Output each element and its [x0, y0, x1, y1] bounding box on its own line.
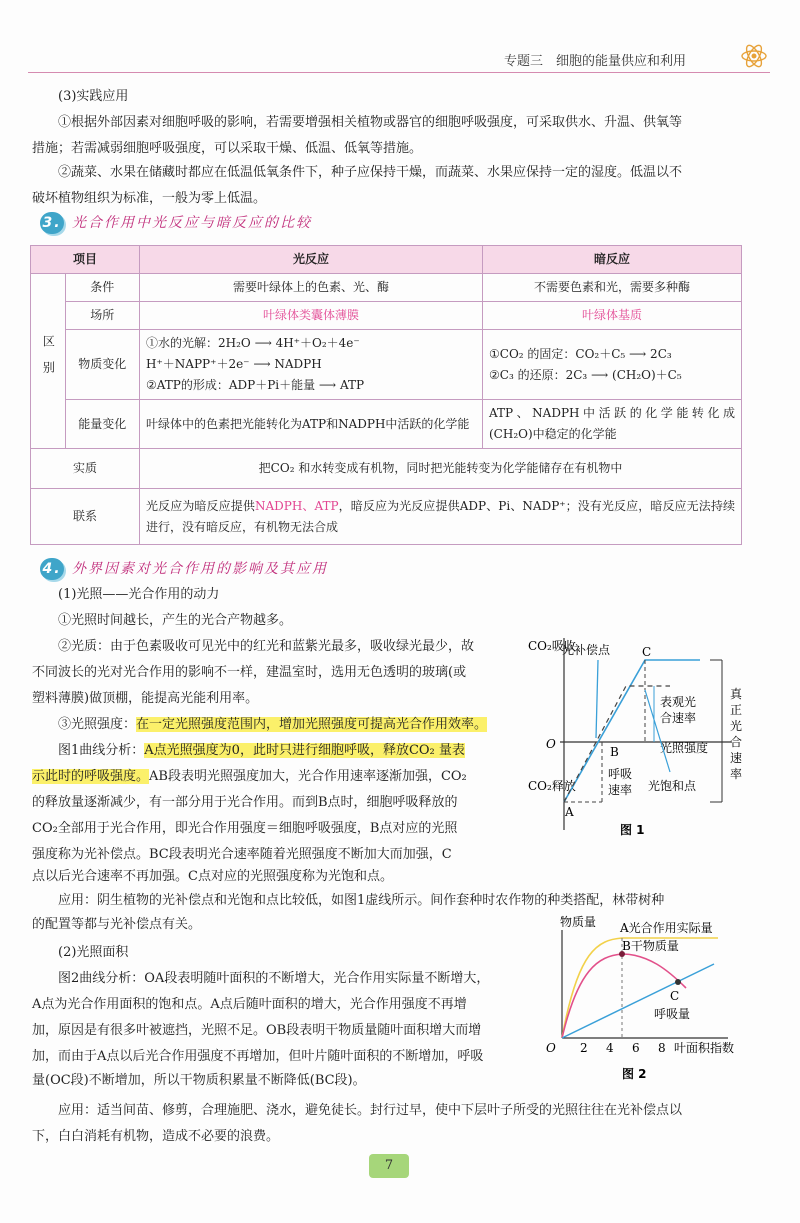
equation: H⁺＋NAPP⁺＋2e⁻ ⟶ NADPH — [146, 357, 322, 371]
relation-text: 光反应为暗反应提供 — [146, 498, 255, 513]
section-3-title — [40, 212, 312, 234]
row-label: 场所 — [65, 302, 139, 330]
header-light: 光反应 — [140, 246, 483, 274]
figure-2 — [538, 910, 783, 1085]
true-rate-label: 正 — [730, 703, 743, 717]
header-item: 项目 — [31, 246, 140, 274]
true-rate-label: 速 — [730, 751, 743, 765]
light-l2b: 不同波长的光对光合作用的影响不一样，建温室时，选用无色透明的玻璃(或 — [32, 665, 467, 680]
x-label: 光照强度 — [660, 741, 709, 755]
area-a5: 量(OC段)不断增加，所以干物质积累量不断降低(BC段)。 — [32, 1073, 366, 1088]
section-title-text: 外界因素对光合作用的影响及其应用 — [72, 561, 328, 577]
figure-1 — [520, 630, 785, 845]
true-rate-label: 率 — [730, 767, 743, 781]
practice-p2a: ②蔬菜、水果在储藏时都应在低温低氧条件下，种子应保持干燥，而蔬菜、水果应保持一定的湿度。低温以不 — [58, 165, 683, 180]
running-header: 专题三 细胞的能量供应和利用 — [504, 54, 687, 69]
tick: 8 — [658, 1041, 666, 1055]
cell-dark — [483, 330, 742, 400]
cell-dark: ATP、NADPH中活跃的化学能转化成(CH₂O)中稳定的化学能 — [483, 400, 742, 449]
y-label-top: CO₂吸收 — [528, 639, 576, 653]
cell-dark: 不需要色素和光，需要多种酶 — [483, 274, 742, 302]
app1a: 应用：阴生植物的光补偿点和光饱和点比较低，如图1虚线所示。间作套种时农作物的种类搭配，林带树种 — [58, 893, 665, 908]
cell-light: 叶绿体中的色素把光能转化为ATP和NADPH中活跃的化学能 — [140, 400, 483, 449]
true-rate-label: 光 — [730, 719, 743, 733]
cell-relation — [140, 489, 742, 545]
light-heading: (1)光照——光合作用的动力 — [58, 587, 220, 602]
label-resp: 呼吸量 — [654, 1007, 691, 1021]
light-l4f: CO₂全部用于光合作用，即光合作用强度＝细胞呼吸强度，B点对应的光照 — [32, 821, 458, 836]
point-a-label: A — [565, 805, 574, 819]
area-heading: (2)光照面积 — [58, 945, 129, 960]
point-c-marker — [675, 979, 681, 985]
group-label: 区别 — [31, 274, 66, 449]
dry-matter-curve — [562, 954, 686, 1038]
area-a3: 加，原因是有很多叶被遮挡，光照不足。OB段表明干物质量随叶面积增大而增 — [32, 1023, 482, 1038]
equation: ①水的光解：2H₂O ⟶ 4H⁺＋O₂＋4e⁻ — [146, 336, 360, 350]
figure-2-caption: 图 2 — [622, 1067, 647, 1081]
practice-p1a: ①根据外部因素对细胞呼吸的影响，若需要增强相关植物或器官的细胞呼吸强度，可采取供水、升温、供氧等 — [58, 115, 683, 130]
section-number: 3. — [40, 212, 64, 234]
apparent-label-1: 表观光 — [660, 695, 697, 709]
area-a4: 加，而由于A点以后光合作用强度不再增加，但叶片随叶面积的不断增加，呼吸 — [32, 1049, 484, 1064]
light-l1: ①光照时间越长，产生的光合产物越多。 — [58, 613, 293, 628]
app2b: 下，白白消耗有机物，造成不必要的浪费。 — [32, 1129, 280, 1144]
cell-light — [140, 330, 483, 400]
light-l4h: 点以后光合速率不再加强。C点对应的光照强度称为光饱和点。 — [32, 869, 393, 884]
tick: 6 — [632, 1041, 640, 1055]
highlight: A点光照强度为0，此时只进行细胞呼吸，释放CO₂ 量表 — [144, 743, 465, 758]
practice-heading: (3)实践应用 — [58, 89, 129, 104]
row-label: 实质 — [31, 449, 140, 489]
light-l2c: 塑料薄膜)做顶棚，能提高光能利用率。 — [32, 691, 259, 706]
header-dark: 暗反应 — [483, 246, 742, 274]
relation-highlight: NADPH、ATP — [254, 498, 339, 513]
table-row — [31, 330, 742, 400]
light-l3 — [58, 712, 487, 738]
text: 图1曲线分析： — [58, 743, 145, 758]
cell-essence: 把CO₂ 和水转变成有机物，同时把光能转变为化学能储存在有机物中 — [140, 449, 742, 489]
light-l4-cont — [32, 764, 467, 790]
equation: ②C₃ 的还原：2C₃ ⟶ (CH₂O)＋C₅ — [489, 367, 682, 382]
practice-p1b: 措施；若需减弱细胞呼吸强度，可以采取干燥、低温、低氧等措施。 — [32, 141, 423, 156]
cell-light: 叶绿体类囊体薄膜 — [140, 302, 483, 330]
text: ③光照强度： — [58, 717, 137, 732]
true-rate-label: 真 — [730, 687, 743, 701]
light-l4 — [58, 738, 465, 764]
cell-light: 需要叶绿体上的色素、光、酶 — [140, 274, 483, 302]
section-title-text: 光合作用中光反应与暗反应的比较 — [72, 215, 312, 231]
section-4-title — [40, 558, 328, 580]
resp-label-2: 速率 — [608, 783, 633, 797]
area-a2: A点为光合作用面积的饱和点。A点后随叶面积的增大，光合作用强度不再增 — [32, 997, 467, 1012]
table-row — [31, 489, 742, 545]
tick: 2 — [580, 1041, 588, 1055]
page-number: 7 — [369, 1154, 409, 1178]
text: AB段表明光照强度加大，光合作用速率逐渐加强，CO₂ — [149, 769, 467, 784]
highlight: 示此时的呼吸强度。 — [32, 769, 150, 784]
actual-curve — [562, 938, 718, 1038]
label-c: C — [670, 989, 680, 1003]
label-b: B干物质量 — [622, 939, 679, 953]
light-l2a: ②光质：由于色素吸收可见光中的红光和蓝紫光最多，吸收绿光最少，故 — [58, 639, 475, 654]
x-label: 叶面积指数 — [674, 1041, 735, 1055]
table-row — [31, 449, 742, 489]
compensation-label: 光补偿点 — [562, 643, 611, 657]
practice-p2b: 破坏植物组织为标准，一般为零上低温。 — [32, 191, 267, 206]
figure-1-caption: 图 1 — [620, 823, 645, 837]
highlight: 在一定光照强度范围内，增加光照强度可提高光合作用效率。 — [136, 717, 488, 732]
true-rate-label: 合 — [730, 735, 743, 749]
section-number: 4. — [40, 558, 64, 580]
y-label: 物质量 — [560, 915, 597, 929]
origin-label: O — [546, 1041, 556, 1055]
origin-label: O — [546, 737, 556, 751]
area-a1: 图2曲线分析：OA段表明随叶面积的不断增大，光合作用实际量不断增大， — [58, 971, 490, 986]
equation: ①CO₂ 的固定：CO₂＋C₅ ⟶ 2C₃ — [489, 346, 672, 361]
row-label: 物质变化 — [65, 330, 139, 400]
light-l4e: 的释放量逐渐减少，有一部分用于光合作用。而到B点时，细胞呼吸释放的 — [32, 795, 458, 810]
table-row — [31, 302, 742, 330]
app1b: 的配置等都与光补偿点有关。 — [32, 917, 202, 932]
atom-logo-icon — [740, 42, 768, 74]
row-label: 能量变化 — [65, 400, 139, 449]
point-c-label: C — [642, 645, 652, 659]
comp-arrow — [596, 660, 598, 738]
table-row — [31, 274, 742, 302]
equation: ②ATP的形成：ADP＋Pi＋能量 ⟶ ATP — [146, 378, 365, 392]
relation-text: ，暗反应为光反应提供ADP、Pi、NADP⁺；没有光反应，暗反应无法持续进行，没有暗反应，有机物无法合成 — [146, 498, 735, 534]
light-l4g: 强度称为光补偿点。BC段表明光合速率随着光照强度不断加大而加强，C — [32, 847, 452, 862]
tick: 4 — [606, 1041, 614, 1055]
respiration-line — [562, 964, 714, 1038]
app2a: 应用：适当间苗、修剪，合理施肥、浇水，避免徒长。封行过早，使中下层叶子所受的光照往往在光补偿点以 — [58, 1103, 683, 1118]
resp-label-1: 呼吸 — [608, 767, 633, 781]
y-label-bottom: CO₂释放 — [528, 779, 576, 793]
label-a: A光合作用实际量 — [620, 921, 713, 935]
header-rule — [28, 72, 770, 73]
table-header-row — [31, 246, 742, 274]
table-row — [31, 400, 742, 449]
row-label: 条件 — [65, 274, 139, 302]
cell-dark: 叶绿体基质 — [483, 302, 742, 330]
row-label: 联系 — [31, 489, 140, 545]
apparent-label-2: 合速率 — [660, 711, 697, 725]
comparison-table — [30, 245, 742, 545]
saturation-label: 光饱和点 — [648, 779, 697, 793]
point-b-label: B — [610, 745, 619, 759]
